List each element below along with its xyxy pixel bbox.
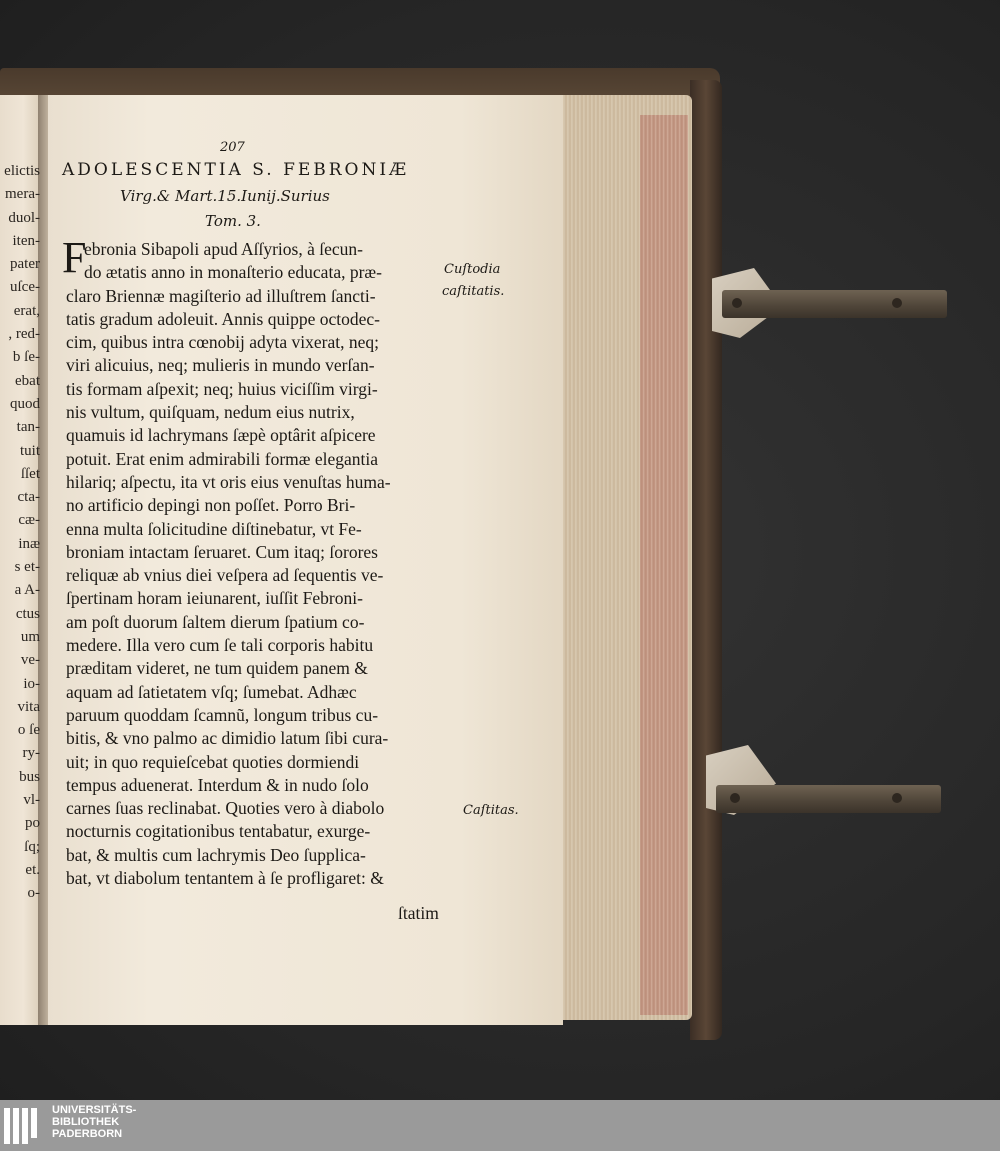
left-text-fragment: tuit	[19, 442, 40, 459]
left-text-fragment: inæ	[18, 535, 40, 552]
library-footer	[0, 1100, 1000, 1151]
page-edge-red	[640, 115, 688, 1015]
text-line: paruum quoddam ſcamnũ, longum tribus cu-	[66, 704, 379, 725]
text-line: quamuis id lachrymans ſæpè optârit aſpicere	[66, 425, 376, 446]
left-text-fragment: pater	[10, 256, 40, 273]
left-text-fragment: s et-	[14, 559, 40, 576]
left-text-fragment: elictis	[4, 163, 40, 179]
text-line: reliquæ ab vnius diei veſpera ad ſequentis ve-	[66, 565, 384, 586]
text-line: claro Briennæ magiſterio ad illuſtrem ſancti-	[66, 285, 376, 306]
left-text-fragment: mera-	[5, 186, 40, 203]
rivet-icon	[892, 298, 902, 308]
book-cover-edge	[690, 80, 722, 1040]
text-line: nocturnis cogitationibus tentabatur, exurge-	[66, 821, 371, 842]
left-text-fragment: tan-	[16, 419, 40, 436]
text-line: tempus aduenerat. Interdum & in nudo ſolo	[66, 774, 369, 795]
library-name-line3: PADERBORN	[52, 1128, 123, 1140]
left-text-fragment: duol-	[8, 209, 40, 226]
left-text-fragment: o ſe	[17, 722, 40, 739]
left-text-fragment: iten-	[12, 232, 40, 249]
text-line: bat, & multis cum lachrymis Deo ſupplica-	[66, 844, 366, 865]
text-line: tatis gradum adoleuit. Annis quippe octodec-	[66, 308, 380, 329]
page-number: 207	[220, 140, 245, 155]
library-name-line1: UNIVERSITÄTS-	[52, 1104, 137, 1116]
left-text-fragment: io-	[23, 675, 40, 692]
left-text-fragment: vl-	[23, 792, 40, 809]
left-text-fragment: quod	[10, 395, 40, 412]
catchword: ſtatim	[398, 903, 439, 923]
text-line: bat, vt diabolum tentantem à ſe profligaret: &	[66, 868, 384, 889]
text-line: broniam intactam ſeruaret. Cum itaq; ſorores	[66, 541, 378, 562]
left-text-fragment: b ſe-	[12, 349, 40, 366]
library-logo-icon	[4, 1108, 46, 1144]
clasp-top	[712, 268, 947, 338]
text-line: aquam ad ſatietatem vſq; ſumebat. Adhæc	[66, 681, 357, 702]
margin-note-castitatis: caſtitatis.	[442, 284, 505, 299]
left-text-fragment: bus	[19, 768, 40, 785]
text-line: enna multa ſolicitudine diſtinebatur, vt Fe-	[66, 518, 362, 539]
left-page-text	[0, 160, 40, 906]
text-line: hilariq; aſpectu, ita vt oris eius venuſtas huma-	[66, 471, 391, 492]
text-line: carnes ſuas reclinabat. Quoties vero à diabolo	[66, 798, 385, 819]
left-text-fragment: et.	[25, 861, 40, 878]
left-text-fragment: cæ-	[18, 512, 40, 529]
text-line: præditam videret, ne tum quidem panem &	[66, 658, 368, 679]
margin-note-castitas: Caſtitas.	[463, 803, 519, 818]
text-line: bitis, & vno palmo ac dimidio latum ſibi cura-	[66, 728, 389, 749]
clasp-strap	[722, 290, 947, 318]
rivet-icon	[730, 793, 740, 803]
text-line: no artificio depingi non poſſet. Porro Bri-	[66, 495, 356, 516]
left-text-fragment: a A-	[14, 582, 40, 599]
library-name-line2: BIBLIOTHEK	[52, 1116, 120, 1128]
text-line: uit; in quo requieſcebat quoties dormiendi	[66, 751, 360, 772]
left-text-fragment: ſſet	[20, 465, 40, 482]
heading-title: ADOLESCENTIA S. FEBRONIÆ	[62, 160, 410, 180]
left-text-fragment: um	[20, 628, 40, 645]
text-line: am poſt duorum ſaltem dierum ſpatium co-	[66, 611, 365, 632]
left-text-fragment: vita	[17, 698, 40, 715]
text-line: cim, quibus intra cœnobij adyta vixerat, neq;	[66, 332, 379, 353]
rivet-icon	[892, 793, 902, 803]
text-line: tis formam aſpexit; neq; huius viciſſim virgi-	[66, 378, 378, 399]
drop-initial: F	[62, 233, 87, 282]
left-text-fragment: uſce-	[10, 279, 40, 296]
text-line: viri alicuius, neq; mulieris in mundo verſan-	[66, 355, 375, 376]
left-text-fragment: cta-	[17, 489, 40, 506]
left-text-fragment: ſq;	[24, 838, 40, 855]
text-line: medere. Illa vero cum ſe tali corporis habitu	[66, 635, 374, 656]
text-line: do ætatis anno in monaſterio educata, præ-	[84, 262, 382, 283]
left-text-fragment: ctus	[15, 605, 40, 622]
heading-subtitle: Virg.& Mart.15.Iunij.Surius	[120, 187, 330, 205]
text-line: nis vultum, quiſquam, nedum eius nutrix,	[66, 402, 355, 423]
library-name	[52, 1104, 136, 1140]
body-text	[66, 238, 461, 890]
text-line: potuit. Erat enim admirabili formæ elegantia	[66, 448, 378, 469]
left-text-fragment: ve-	[20, 652, 40, 669]
rivet-icon	[732, 298, 742, 308]
clasp-strap	[716, 785, 941, 813]
left-text-fragment: o-	[27, 885, 40, 902]
left-text-fragment: , red-	[8, 326, 40, 343]
text-line: ſpertinam horam ieiunarent, iuſſit Febroni-	[66, 588, 363, 609]
clasp-bottom	[706, 745, 941, 815]
margin-note-custodia: Cuſtodia	[444, 262, 501, 277]
heading-source: Tom. 3.	[205, 212, 261, 230]
left-text-fragment: ry-	[22, 745, 40, 762]
text-line: ebronia Sibapoli apud Aſſyrios, à ſecun-	[84, 239, 363, 259]
left-text-fragment: erat,	[13, 302, 40, 319]
left-text-fragment: po	[25, 815, 40, 832]
left-text-fragment: ebat	[15, 372, 40, 389]
